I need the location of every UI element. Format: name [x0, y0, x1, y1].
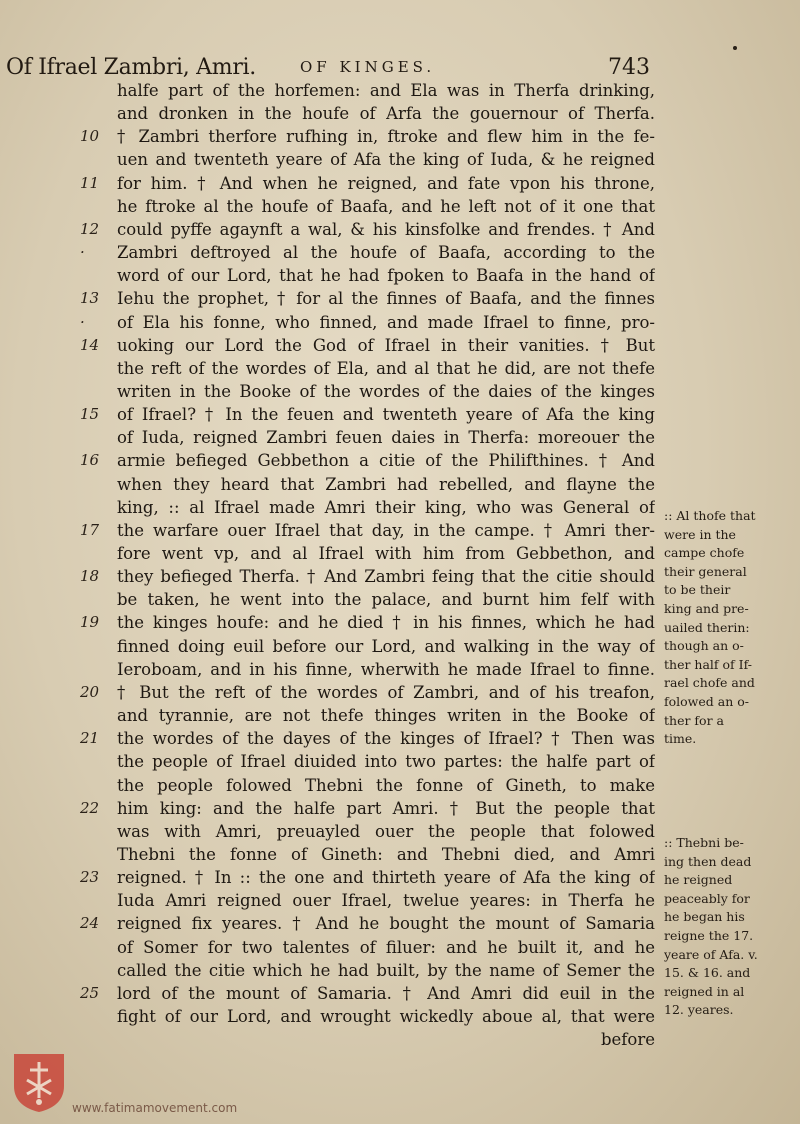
text-line: the kinges houfe: and he died † in his finnes, which he had [117, 613, 655, 633]
margin-note-line: campe chofe [664, 545, 745, 561]
text-line: king, :: al Ifrael made Amri their king, who was General of [117, 497, 655, 517]
text-line: and dronken in the houfe of Arfa the gouernour of Therfa. [117, 104, 655, 124]
verse-number: 10 [80, 127, 100, 146]
text-line: the people folowed Thebni the fonne of Gineth, to make [117, 775, 655, 795]
running-head-center: OF KINGES. [300, 58, 436, 76]
text-line: Iuda Amri reigned ouer Ifrael, twelue yeares: in Therfa he [117, 891, 655, 911]
margin-note-line: uailed therin: [664, 619, 750, 635]
margin-note-line: time. [664, 731, 697, 747]
text-line: the reft of the wordes of Ela, and al that he did, are not thefe [117, 358, 655, 378]
text-line: uoking our Lord the God of Ifrael in their vanities. † But [117, 335, 655, 355]
text-line: Thebni the fonne of Gineth: and Thebni died, and Amri [117, 844, 655, 864]
website-url[interactable]: www.fatimamovement.com [72, 1101, 238, 1115]
margin-note-line: 15. & 16. and [664, 965, 751, 981]
text-line: of Ela his fonne, who finned, and made Ifrael to finne, pro- [117, 312, 655, 332]
margin-note-line: to be their [664, 582, 731, 598]
margin-note-line: though an o- [664, 638, 744, 654]
text-line: writen in the Booke of the wordes of the daies of the kinges [117, 381, 655, 401]
verse-number: · [80, 312, 85, 331]
margin-note-line: peaceably for [664, 890, 750, 906]
text-line: the warfare ouer Ifrael that day, in the campe. † Amri ther- [117, 520, 655, 540]
verse-number: 22 [80, 798, 100, 817]
text-line: could pyffe agaynft a wal, & his kinsfolke and frendes. † And [117, 219, 655, 239]
text-line: when they heard that Zambri had rebelled, and flayne the [117, 474, 655, 494]
text-line: † Zambri therfore rufhing in, ftroke and flew him in the fe- [117, 127, 655, 147]
text-line: of Somer for two talentes of filuer: and he built it, and he [117, 937, 655, 957]
verse-number: 16 [80, 451, 100, 470]
margin-note-line: reigne the 17. [664, 928, 754, 943]
margin-note-line: reigned in al [664, 983, 745, 999]
verse-number: 20 [80, 682, 100, 701]
verse-number: · [80, 243, 85, 262]
running-head-left: Of Ifrael Zambri, Amri. [6, 55, 256, 80]
verse-number: 13 [80, 289, 100, 308]
verse-number: 18 [80, 567, 100, 586]
text-line: called the citie which he had built, by the name of Semer the [117, 960, 655, 980]
verse-number: 24 [80, 914, 100, 933]
text-line: of Iuda, reigned Zambri feuen daies in Therfa: moreouer the [117, 428, 655, 448]
text-line: before [600, 1030, 655, 1050]
publisher-logo-shield [12, 1052, 66, 1114]
verse-number: 15 [80, 405, 100, 424]
text-line: he ftroke al the houfe of Baafa, and he left not of it one that [117, 196, 655, 216]
verse-number: 25 [80, 983, 100, 1002]
margin-note-line: folowed an o- [664, 694, 749, 709]
text-line: word of our Lord, that he had fpoken to Baafa in the hand of [117, 266, 655, 286]
margin-note-line: he reigned [664, 872, 733, 888]
margin-note-line: :: Al thofe that [664, 508, 756, 523]
margin-note-line: their general [664, 563, 747, 579]
margin-note-line: ing then dead [664, 853, 752, 869]
text-line: of Ifrael? † In the feuen and twenteth yeare of Afa the king [117, 405, 655, 425]
verse-number: 12 [80, 219, 100, 238]
margin-note-line: he began his [664, 909, 745, 925]
margin-note-line: rael chofe and [664, 675, 755, 691]
page-number: 743 [608, 55, 650, 80]
verse-number: 23 [80, 868, 100, 887]
text-line: fight of our Lord, and wrought wickedly aboue al, that were [117, 1007, 655, 1026]
text-line: halfe part of the horfemen: and Ela was in Therfa drinking, [117, 81, 655, 100]
text-line: be taken, he went into the palace, and burnt him felf with [117, 590, 655, 610]
text-line: fore went vp, and al Ifrael with him from Gebbethon, and [117, 544, 655, 563]
margin-note-line: :: Thebni be- [664, 835, 744, 850]
text-line: uen and twenteth yeare of Afa the king of Iuda, & he reigned [117, 150, 655, 170]
text-line: and tyrannie, are not thefe thinges writen in the Booke of [117, 706, 655, 726]
margin-note-line: king and pre- [664, 601, 749, 616]
margin-note-line: 12. yeares. [664, 1002, 734, 1018]
text-line: † But the reft of the wordes of Zambri, and of his treafon, [117, 682, 655, 702]
verse-number: 21 [80, 729, 100, 748]
text-line: reigned fix yeares. † And he bought the mount of Samaria [117, 914, 655, 934]
text-line: Zambri deftroyed al the houfe of Baafa, according to the [117, 243, 655, 263]
verse-number: 17 [80, 520, 100, 539]
text-line: Iehu the prophet, † for al the finnes of Baafa, and the finnes [117, 289, 655, 309]
text-line: him king: and the halfe part Amri. † But the people that [117, 798, 655, 818]
margin-note-line: ther half of If- [664, 656, 752, 672]
verse-number: 14 [80, 335, 100, 354]
text-line: the people of Ifrael diuided into two partes: the halfe part of [117, 752, 655, 772]
text-line: was with Amri, preuayled ouer the people that folowed [117, 821, 655, 841]
margin-note-line: ther for a [664, 712, 724, 728]
text-line: lord of the mount of Samaria. † And Amri did euil in the [117, 983, 655, 1003]
margin-note-line: were in the [664, 526, 736, 542]
verse-number: 11 [80, 173, 100, 192]
text-line: they befieged Therfa. † And Zambri feing that the citie should [117, 567, 655, 587]
text-line: the wordes of the dayes of the kinges of Ifrael? † Then was [117, 729, 655, 749]
text-line: reigned. † In :: the one and thirteth yeare of Afa the king of [117, 868, 655, 888]
verse-number: 19 [80, 613, 100, 632]
text-line: finned doing euil before our Lord, and walking in the way of [117, 636, 655, 656]
text-line: Ieroboam, and in his finne, wherwith he made Ifrael to finne. [117, 659, 655, 679]
text-line: armie befieged Gebbethon a citie of the Philifthines. † And [117, 451, 655, 471]
margin-note-line: yeare of Afa. v. [664, 946, 758, 962]
text-line: for him. † And when he reigned, and fate vpon his throne, [117, 173, 655, 193]
